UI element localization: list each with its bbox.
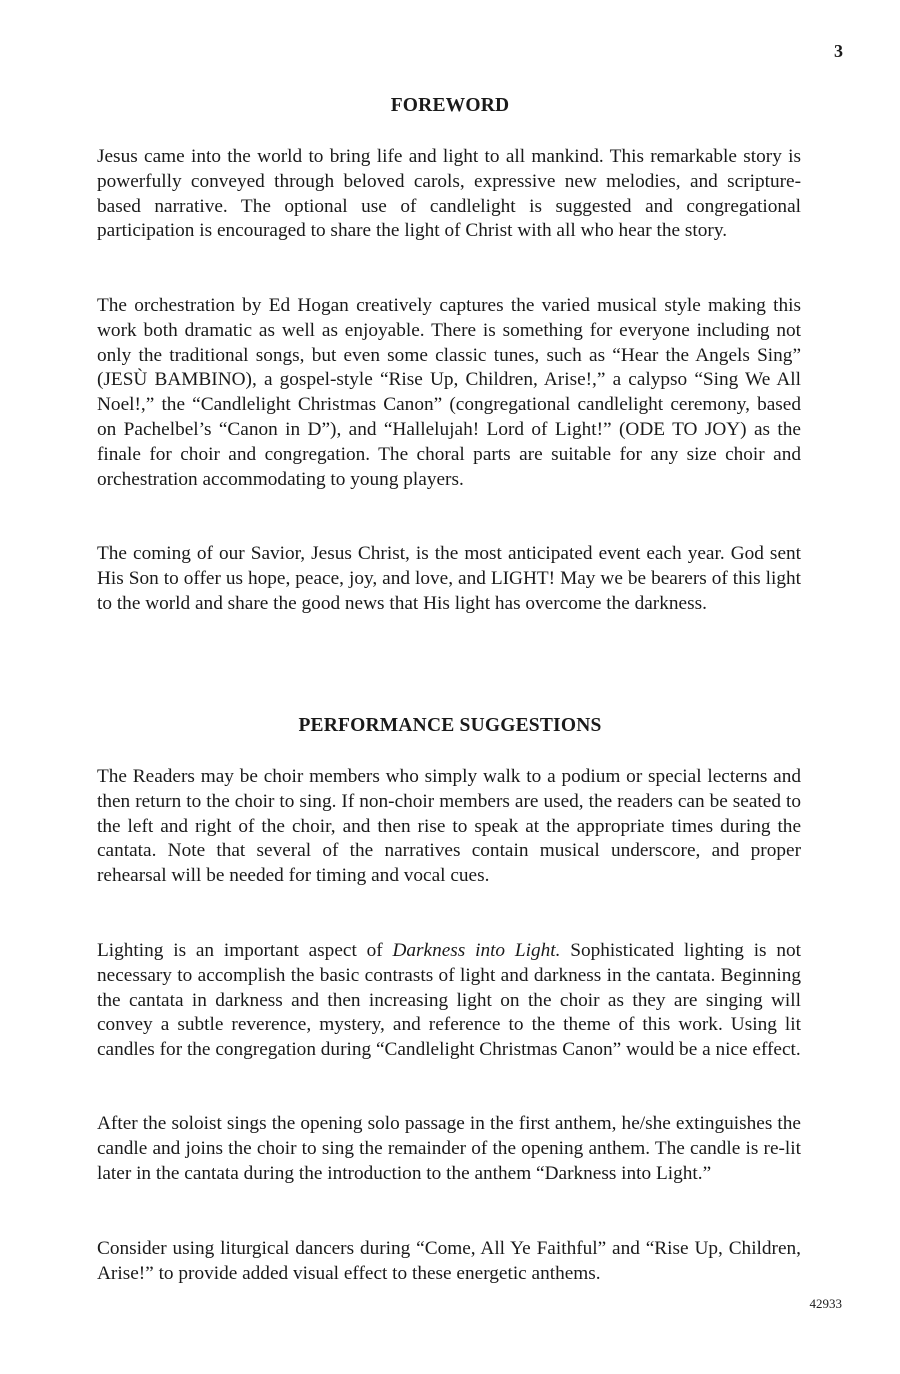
foreword-paragraph-2: The orchestration by Ed Hogan creatively captures the varied musical style making this work both dramatic as well as enjoyable. There is something for everyone including not only the traditional songs, but even some classic tunes, such as “Hear the Angels Sing” (JESÙ BAMBINO), a gospel-style “Rise Up, Children, Arise!,” a calypso “Sing We All Noel!,” the “Candlelight Christmas Canon” (congregational candlelight ceremony, based on Pachelbel’s “Canon in D”), and “Hallelujah! Lord of Light!” (ODE TO JOY) as the finale for choir and congregation. The choral parts are suitable for any size choir and orchestration accommodating to young players. bbox=[97, 295, 801, 490]
foreword-paragraph-1: Jesus came into the world to bring life and light to all mankind. This remarkable story is powerfully conveyed through beloved carols, expressive new melodies, and scripture-based narrative. The optional use of candlelight is suggested and congregational participation is encouraged to share the light of Christ with all who hear the story. bbox=[97, 146, 801, 242]
performance-paragraph-3: After the soloist sings the opening solo passage in the first anthem, he/she extinguishes the candle and joins the choir to sing the remainder of the opening anthem. The candle is re-lit later in the cantata during the introduction to the anthem “Darkness into Light.” bbox=[97, 1113, 801, 1184]
cantata-title-italic: Darkness into Light. bbox=[392, 940, 561, 961]
foreword-heading: FOREWORD bbox=[390, 95, 510, 116]
performance-paragraph-4: Consider using liturgical dancers during “Come, All Ye Faithful” and “Rise Up, Children, Arise!” to provide added visual effect to these energetic anthems. bbox=[97, 1238, 801, 1284]
lighting-text-after: Sophisticated lighting is not necessary to accomplish the basic contrasts of light and darkness in the cantata. Beginning the cantata in darkness and then increasing light on the choir as they are singing will convey a subtle reverence, mystery, and reference to the theme of this work. Using lit candles for the congregation during “Candlelight Christmas Canon” would be a nice effect. bbox=[97, 940, 801, 1061]
performance-suggestions-heading: PERFORMANCE SUGGESTIONS bbox=[298, 715, 602, 736]
foreword-paragraph-3: The coming of our Savior, Jesus Christ, is the most anticipated event each year. God sent His Son to offer us hope, peace, joy, and love, and LIGHT! May we be bearers of this light to the world and share the good news that His light has overcome the darkness. bbox=[97, 543, 801, 614]
lighting-text-before: Lighting is an important aspect of bbox=[97, 940, 393, 961]
page-number: 3 bbox=[834, 41, 843, 61]
catalog-number: 42933 bbox=[809, 1296, 842, 1311]
performance-paragraph-1: The Readers may be choir members who simply walk to a podium or special lecterns and then return to the choir to sing. If non-choir members are used, the readers can be seated to the left and right of the choir, and then rise to speak at the appropriate times during the cantata. Note that several of the narratives contain musical underscore, and proper rehearsal will be needed for timing and vocal cues. bbox=[97, 766, 801, 887]
performance-paragraph-2 bbox=[97, 939, 801, 1063]
